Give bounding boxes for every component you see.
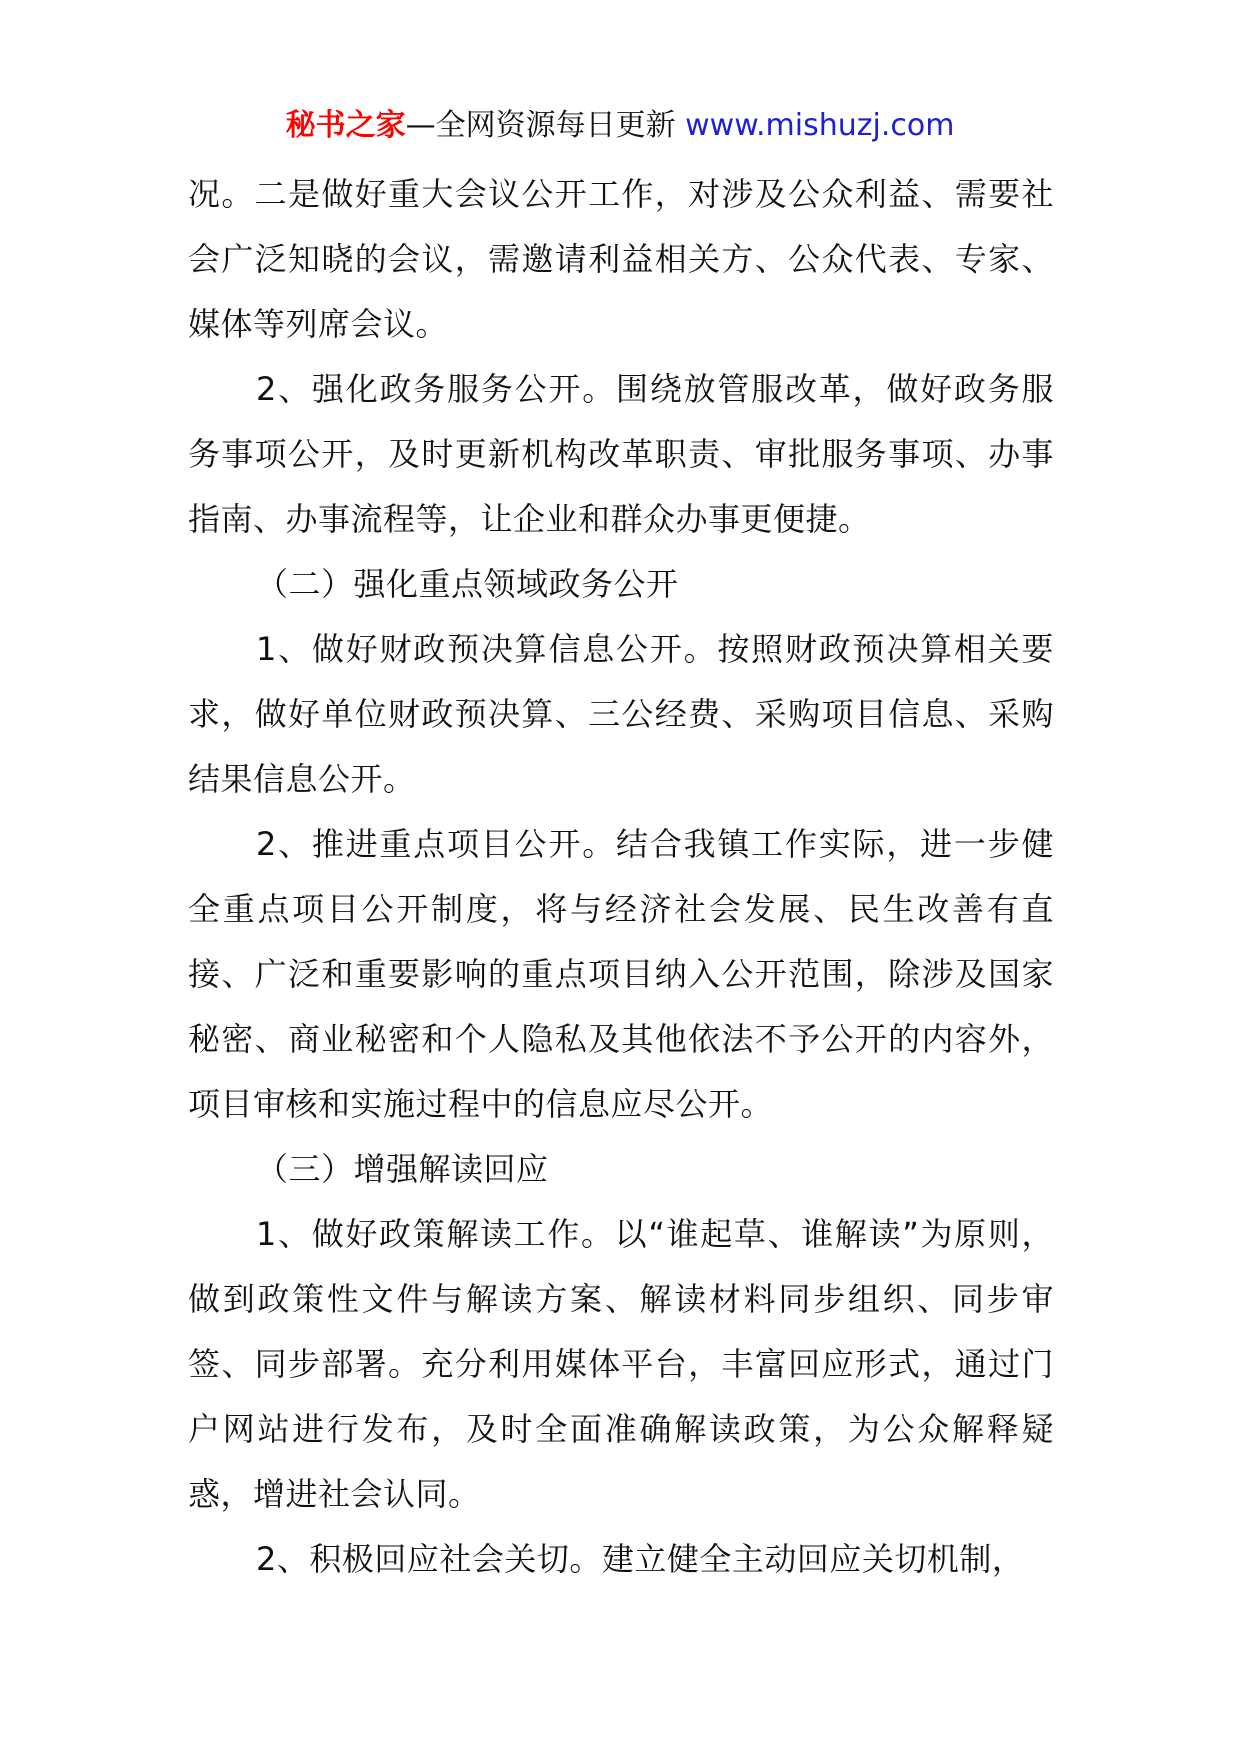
section-heading-interpretation: （三）增强解读回应: [256, 1150, 549, 1188]
section-heading-key-areas: （二）强化重点领域政务公开: [256, 565, 679, 603]
header-url-link[interactable]: www.mishuzj.com: [685, 108, 955, 143]
paragraph-continuation: 况。二是做好重大会议公开工作，对涉及公众利益、需要社会广泛知晓的会议，需邀请利益相关方、公众代表、专家、媒体等列席会议。: [188, 175, 1054, 343]
paragraph-budget-disclosure: 1、做好财政预决算信息公开。按照财政预决算相关要求，做好单位财政预决算、三公经费、采购项目信息、采购结果信息公开。: [188, 630, 1054, 798]
paragraph-service-disclosure: 2、强化政务服务公开。围绕放管服改革，做好政务服务事项公开，及时更新机构改革职责、审批服务事项、办事指南、办事流程等，让企业和群众办事更便捷。: [188, 370, 1054, 538]
header-brand: 秘书之家: [285, 108, 406, 143]
paragraph-key-projects: 2、推进重点项目公开。结合我镇工作实际，进一步健全重点项目公开制度，将与经济社会发展、民生改善有直接、广泛和重要影响的重点项目纳入公开范围，除涉及国家秘密、商业秘密和个人隐私及其他依法不予公开的内容外，项目审核和实施过程中的信息应尽公开。: [188, 825, 1054, 1123]
paragraph-social-concerns: 2、积极回应社会关切。建立健全主动回应关切机制，: [256, 1540, 1025, 1578]
paragraph-policy-interpretation: 1、做好政策解读工作。以“谁起草、谁解读”为原则，做到政策性文件与解读方案、解读材料同步组织、同步审签、同步部署。充分利用媒体平台，丰富回应形式，通过门户网站进行发布，及时全面准确解读政策，为公众解释疑惑，增进社会认同。: [188, 1215, 1054, 1513]
header-tagline: —全网资源每日更新: [405, 108, 686, 143]
page-header: [0, 104, 1240, 148]
document-body: [188, 162, 1054, 1592]
